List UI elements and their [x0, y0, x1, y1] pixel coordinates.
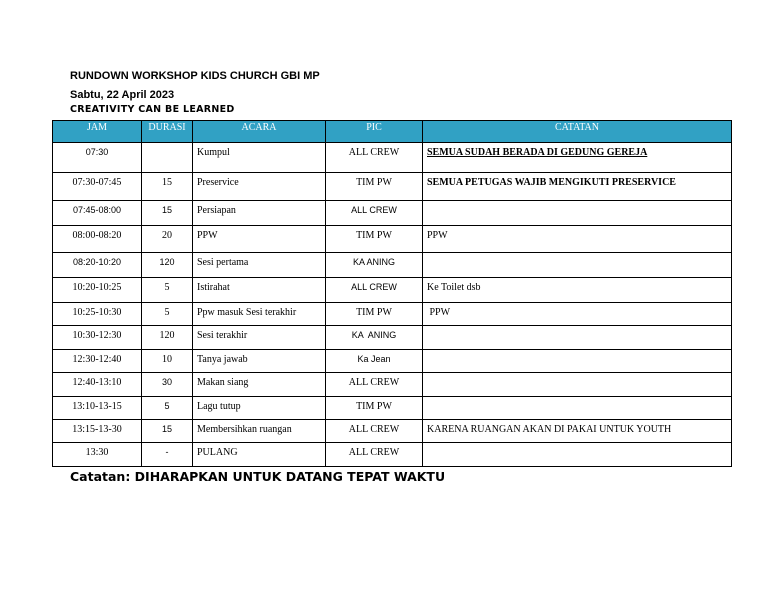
rundown-table	[52, 120, 732, 467]
durasi-cell: 10	[142, 350, 193, 373]
table-row	[53, 420, 732, 443]
durasi-cell: 120	[142, 253, 193, 278]
jam-cell: 12:30-12:40	[53, 350, 142, 373]
pic-cell: ALL CREW	[326, 373, 423, 397]
header-jam: JAM	[53, 121, 142, 143]
table-row	[53, 253, 732, 278]
durasi-cell: 120	[142, 326, 193, 350]
durasi-cell: 5	[142, 278, 193, 303]
table-row	[53, 350, 732, 373]
jam-cell: 13:30	[53, 443, 142, 467]
durasi-cell	[142, 143, 193, 173]
jam-cell: 10:25-10:30	[53, 303, 142, 326]
table-row	[53, 326, 732, 350]
document-title: RUNDOWN WORKSHOP KIDS CHURCH GBI MP	[70, 70, 320, 82]
tagline: CREATIVITY CAN BE LEARNED	[70, 104, 235, 115]
pic-cell: TIM PW	[326, 303, 423, 326]
table-row	[53, 201, 732, 226]
table-row	[53, 226, 732, 253]
pic-cell: ALL CREW	[326, 443, 423, 467]
header-durasi: DURASI	[142, 121, 193, 143]
acara-cell: PPW	[193, 226, 326, 253]
jam-cell: 10:20-10:25	[53, 278, 142, 303]
durasi-cell: 20	[142, 226, 193, 253]
header-pic: PIC	[326, 121, 423, 143]
event-date: Sabtu, 22 April 2023	[70, 89, 175, 101]
acara-cell: Lagu tutup	[193, 397, 326, 420]
acara-cell: Sesi pertama	[193, 253, 326, 278]
durasi-cell: 5	[142, 303, 193, 326]
table-row	[53, 443, 732, 467]
pic-cell: TIM PW	[326, 173, 423, 201]
table-row	[53, 373, 732, 397]
durasi-cell: -	[142, 443, 193, 467]
acara-cell: PULANG	[193, 443, 326, 467]
catatan-cell	[423, 373, 732, 397]
acara-cell: Kumpul	[193, 143, 326, 173]
catatan-cell	[423, 326, 732, 350]
header-catatan: CATATAN	[423, 121, 732, 143]
footer-note: Catatan: DIHARAPKAN UNTUK DATANG TEPAT WAKTU	[70, 469, 446, 484]
pic-cell: KA ANING	[326, 253, 423, 278]
header-acara: ACARA	[193, 121, 326, 143]
jam-cell: 12:40-13:10	[53, 373, 142, 397]
pic-cell: TIM PW	[326, 226, 423, 253]
acara-cell: Istirahat	[193, 278, 326, 303]
pic-cell: ALL CREW	[326, 143, 423, 173]
acara-cell: Makan siang	[193, 373, 326, 397]
pic-cell: Ka Jean	[326, 350, 423, 373]
jam-cell: 08:20-10:20	[53, 253, 142, 278]
catatan-cell: SEMUA SUDAH BERADA DI GEDUNG GEREJA	[423, 143, 732, 173]
catatan-cell	[423, 253, 732, 278]
catatan-cell	[423, 350, 732, 373]
acara-cell: Membersihkan ruangan	[193, 420, 326, 443]
jam-cell: 10:30-12:30	[53, 326, 142, 350]
table-row	[53, 303, 732, 326]
pic-cell: ALL CREW	[326, 420, 423, 443]
jam-cell: 13:15-13-30	[53, 420, 142, 443]
table-row	[53, 143, 732, 173]
catatan-cell: PPW	[423, 303, 732, 326]
catatan-cell	[423, 397, 732, 420]
pic-cell: ALL CREW	[326, 278, 423, 303]
acara-cell: Preservice	[193, 173, 326, 201]
table-row	[53, 278, 732, 303]
catatan-cell: Ke Toilet dsb	[423, 278, 732, 303]
jam-cell: 13:10-13-15	[53, 397, 142, 420]
pic-cell: TIM PW	[326, 397, 423, 420]
catatan-cell: KARENA RUANGAN AKAN DI PAKAI UNTUK YOUTH	[423, 420, 732, 443]
durasi-cell: 15	[142, 173, 193, 201]
acara-cell: Tanya jawab	[193, 350, 326, 373]
pic-cell: ALL CREW	[326, 201, 423, 226]
catatan-cell	[423, 443, 732, 467]
catatan-cell	[423, 201, 732, 226]
jam-cell: 07:30-07:45	[53, 173, 142, 201]
acara-cell: Persiapan	[193, 201, 326, 226]
table-row	[53, 173, 732, 201]
durasi-cell: 5	[142, 397, 193, 420]
durasi-cell: 15	[142, 201, 193, 226]
pic-cell: KA ANING	[326, 326, 423, 350]
catatan-cell: PPW	[423, 226, 732, 253]
jam-cell: 08:00-08:20	[53, 226, 142, 253]
durasi-cell: 15	[142, 420, 193, 443]
table-row	[53, 397, 732, 420]
catatan-cell: SEMUA PETUGAS WAJIB MENGIKUTI PRESERVICE	[423, 173, 732, 201]
jam-cell: 07:30	[53, 143, 142, 173]
acara-cell: Ppw masuk Sesi terakhir	[193, 303, 326, 326]
durasi-cell: 30	[142, 373, 193, 397]
acara-cell: Sesi terakhir	[193, 326, 326, 350]
jam-cell: 07:45-08:00	[53, 201, 142, 226]
table-header-row	[53, 121, 732, 143]
